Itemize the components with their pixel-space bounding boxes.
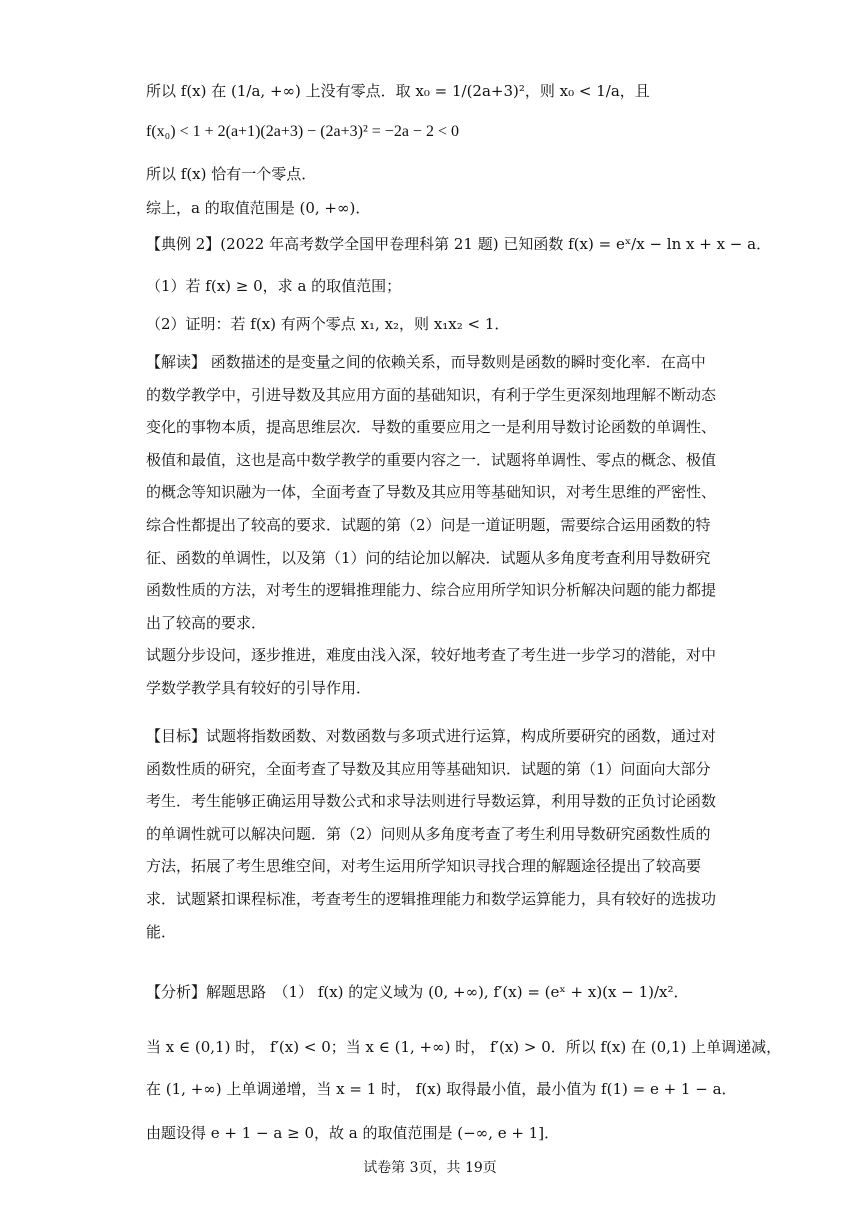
text-line: f(x₀) < 1 + 2(a+1)(2a+3) − (2a+3)² = −2a − 2 < 0 [146,123,459,140]
text-line: 综上，a 的取值范围是 (0, +∞)． [146,199,371,217]
mubiao-paragraph: 【目标】试题将指数函数、对数函数与多项式进行运算，构成所要研究的函数，通过对 函数性质的研究，全面考查了导数及其应用等基础知识．试题的第（1）问面向大部分 考生．考生能够正确运用导数公式和求导法则进行导数运算，利用导数的正负讨论函数 的单调性就可以解决问题．第（2）问则从多角度考查了考生利用导数研究函数性质的 方法，拓展了考生思维空间，对考生运用所学知识寻找合理的解题途径提出了较高要 求．试题紧扣课程标准，考查考生的逻辑推理能力和数学运算能力，具有较好的选拔功 能． [146,727,717,941]
analysis-line: 由题设得 e + 1 − a ≥ 0，故 a 的取值范围是 (−∞, e + 1]． [146,1124,560,1142]
question-1: （1）若 f(x) ≥ 0，求 a 的取值范围； [146,277,402,295]
text-line: 所以 f(x) 恰有一个零点． [146,165,317,183]
jiedu-paragraph: 【解读】 函数描述的是变量之间的依赖关系，而导数则是函数的瞬时变化率．在高中 的数学教学中，引进导数及其应用方面的基础知识，有利于学生更深刻地理解不断动态 变化的事物本质，提高思维层次．导数的重要应用之一是利用导数讨论函数的单调性、 极值和最值，这也是高中数学教学的重要内容之一．试题将单调性、零点的概念、极值 的概念等知识融为一体，全面考查了导数及其应用等基础知识，对考生思维的严密性、 综合性都提出了较高的要求．试题的第（2）问是一道证明题，需要综合运用函数的特 征、函数的单调性，以及第（1）问的结论加以解决．试题从多角度考查利用导数研究 函数性质的方法，对考生的逻辑推理能力、综合应用所学知识分析解决问题的能力都提 出了较高的要求． 试题分步设问，逐步推进，难度由浅入深，较好地考查了考生进一步学习的潜能，对中 学数学教学具有较好的引导作用． [146,353,717,697]
example-heading: 【典例 2】(2022 年高考数学全国甲卷理科第 21 题) 已知函数 f(x) = eˣ/x − ln x + x − a． [146,235,772,253]
page-footer: 试卷第 3页，共 19页 [363,1160,497,1176]
text-line: 所以 f(x) 在 (1/a, +∞) 上没有零点．取 x₀ = 1/(2a+3)²，则 x₀ < 1/a，且 [146,82,650,100]
question-2: （2）证明：若 f(x) 有两个零点 x₁, x₂，则 x₁x₂ < 1． [146,315,510,333]
analysis-line: 当 x ∈ (0,1) 时， f′(x) < 0；当 x ∈ (1, +∞) 时， f′(x) > 0．所以 f(x) 在 (0,1) 上单调递减， [146,1038,782,1056]
analysis-line: 【分析】解题思路 （1） f(x) 的定义域为 (0, +∞), f′(x) = (eˣ + x)(x − 1)/x²． [146,983,689,1001]
analysis-line: 在 (1, +∞) 上单调递增，当 x = 1 时， f(x) 取得最小值，最小值为 f(1) = e + 1 − a． [146,1080,737,1098]
